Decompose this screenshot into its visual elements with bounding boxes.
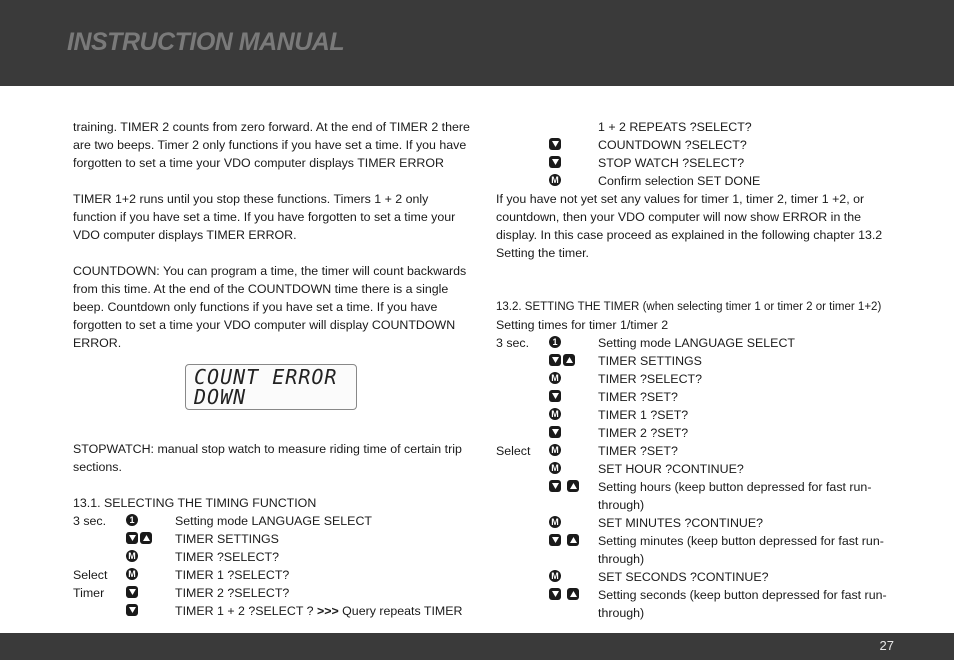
step-button-icons xyxy=(126,550,140,563)
page-footer xyxy=(0,633,954,660)
step-text-main: SET SECONDS ?CONTINUE? xyxy=(598,570,769,584)
step-button-icons xyxy=(549,462,563,475)
mode-button-icon: M xyxy=(549,174,561,186)
repeat-arrows: >>> xyxy=(317,604,339,618)
step-text-main: SET MINUTES ?CONTINUE? xyxy=(598,516,764,530)
step-label: Select xyxy=(496,444,531,458)
step-row xyxy=(496,424,896,442)
section-title-13-2 xyxy=(496,298,896,316)
step-row xyxy=(496,352,896,370)
up-button-icon xyxy=(567,588,579,600)
down-button-icon xyxy=(549,480,561,492)
step-text-main: TIMER ?SET? xyxy=(598,390,678,404)
step-button-icons xyxy=(549,480,581,493)
step-text xyxy=(598,334,896,352)
step-button-icons xyxy=(549,156,563,169)
step-row xyxy=(496,136,896,154)
button-1-icon: 1 xyxy=(126,514,138,526)
mode-button-icon: M xyxy=(126,568,138,580)
step-label: 3 sec. xyxy=(73,514,107,528)
step-text xyxy=(598,172,896,190)
section-title-13-2-main: 13.2. SETTING THE TIMER xyxy=(496,301,640,313)
step-text-main: COUNTDOWN ?SELECT? xyxy=(598,138,747,152)
step-text-main: TIMER ?SET? xyxy=(598,444,678,458)
step-button-icons xyxy=(549,570,563,583)
step-text-main: TIMER 1 ?SET? xyxy=(598,408,689,422)
step-row xyxy=(496,334,896,352)
countdown-paragraph: COUNTDOWN: You can program a time, the timer will count backwards from this time. At the end of the COUNTDOWN time there is a single beep. Countdown only functions if you have set a time. If you have forgotten to set a time your VDO computer will display COUNTDOWN ERROR. xyxy=(73,264,467,350)
step-text xyxy=(175,584,473,602)
timer12-paragraph: TIMER 1+2 runs until you stop these functions. Timers 1 + 2 only function if you have set a time. If you have forgotten to set a time your VDO computer displays TIMER ERROR. xyxy=(73,192,456,242)
down-button-icon xyxy=(549,534,561,546)
step-text-main: TIMER 2 ?SET? xyxy=(598,426,689,440)
right-column xyxy=(496,118,896,622)
lcd-display-illustration xyxy=(185,364,357,410)
step-row xyxy=(496,568,896,586)
step-text-main: TIMER ?SELECT? xyxy=(598,372,702,386)
section-subtitle: Setting times for timer 1/timer 2 xyxy=(496,318,669,332)
step-text-main: Setting mode LANGUAGE SELECT xyxy=(598,336,795,350)
step-text-main: Setting mode LANGUAGE SELECT xyxy=(175,514,372,528)
down-button-icon xyxy=(126,586,138,598)
timer2-paragraph: training. TIMER 2 counts from zero forward. At the end of TIMER 2 there are two beeps. Timer 2 only functions if you have set a time. If you have forgotten to set a time your VDO computer displays TIMER ERROR xyxy=(73,120,470,170)
step-button-icons xyxy=(549,516,563,529)
mode-button-icon: M xyxy=(549,408,561,420)
step-text-main: 1 + 2 REPEATS ?SELECT? xyxy=(598,120,752,134)
step-button-icons xyxy=(549,354,577,367)
step-text xyxy=(598,154,896,172)
step-text-main: TIMER SETTINGS xyxy=(598,354,702,368)
step-button-icons xyxy=(126,586,140,599)
step-button-icons xyxy=(549,408,563,421)
step-label: Select xyxy=(73,568,108,582)
step-text-main: TIMER ?SELECT? xyxy=(175,550,279,564)
step-text xyxy=(598,136,896,154)
step-text-after: Query repeats TIMER xyxy=(342,604,463,618)
down-button-icon xyxy=(549,588,561,600)
step-button-icons xyxy=(126,604,140,617)
step-row xyxy=(496,118,896,136)
step-text xyxy=(598,370,896,388)
step-button-icons xyxy=(126,568,140,581)
down-button-icon xyxy=(549,156,561,168)
step-text-main: TIMER SETTINGS xyxy=(175,532,279,546)
up-button-icon xyxy=(140,532,152,544)
down-button-icon xyxy=(549,390,561,402)
step-button-icons xyxy=(549,588,581,601)
mode-button-icon: M xyxy=(126,550,138,562)
step-text-main: TIMER 1 ?SELECT? xyxy=(175,568,290,582)
step-text xyxy=(598,352,896,370)
step-text xyxy=(598,442,896,460)
step-row xyxy=(496,586,896,622)
step-row xyxy=(496,388,896,406)
down-button-icon xyxy=(549,354,561,366)
stopwatch-paragraph: STOPWATCH: manual stop watch to measure riding time of certain trip sections. xyxy=(73,442,462,474)
down-button-icon xyxy=(549,138,561,150)
mode-button-icon: M xyxy=(549,372,561,384)
step-text xyxy=(598,514,896,532)
page-header xyxy=(0,0,954,86)
manual-title: INSTRUCTION MANUAL xyxy=(67,28,345,56)
step-text xyxy=(598,460,896,478)
button-1-icon: 1 xyxy=(549,336,561,348)
step-row xyxy=(73,548,473,566)
right-steps-top-list xyxy=(496,118,896,190)
step-text xyxy=(598,388,896,406)
step-row xyxy=(496,514,896,532)
step-label: Timer xyxy=(73,586,105,600)
step-label: 3 sec. xyxy=(496,336,530,350)
down-button-icon xyxy=(126,604,138,616)
step-row xyxy=(496,478,896,514)
step-row xyxy=(496,370,896,388)
error-paragraph: If you have not yet set any values for timer 1, timer 2, timer 1 +2, or countdown, then your VDO computer will now show ERROR in the display. In this case proceed as explained in the following chapter 13.2 Setting the timer. xyxy=(496,192,883,260)
page-number: 27 xyxy=(879,638,894,653)
step-text-main: Confirm selection SET DONE xyxy=(598,174,761,188)
step-text-main: SET HOUR ?CONTINUE? xyxy=(598,462,744,476)
right-steps-list xyxy=(496,334,896,622)
step-button-icons xyxy=(549,534,581,547)
step-row xyxy=(496,172,896,190)
step-text-main: Setting minutes (keep button depressed for fast run-through) xyxy=(598,534,884,566)
step-text xyxy=(598,118,896,136)
down-button-icon xyxy=(549,426,561,438)
left-column xyxy=(73,118,473,620)
step-text xyxy=(598,406,896,424)
step-text xyxy=(598,478,896,514)
step-text xyxy=(598,568,896,586)
step-text xyxy=(175,512,473,530)
step-text xyxy=(598,586,896,622)
step-row xyxy=(73,602,473,620)
step-row xyxy=(73,530,473,548)
mode-button-icon: M xyxy=(549,516,561,528)
up-button-icon xyxy=(567,534,579,546)
step-text xyxy=(598,424,896,442)
step-row xyxy=(73,512,473,530)
step-text-main: Setting seconds (keep button depressed for fast run-through) xyxy=(598,588,887,620)
step-button-icons xyxy=(126,514,140,527)
lcd-line-2: DOWN xyxy=(194,385,247,409)
step-text xyxy=(175,602,473,620)
lcd-line-1: COUNT ERROR xyxy=(194,365,338,389)
section-title-13-1: 13.1. SELECTING THE TIMING FUNCTION xyxy=(73,496,317,510)
step-button-icons xyxy=(549,390,563,403)
step-text xyxy=(175,566,473,584)
step-button-icons xyxy=(549,372,563,385)
up-button-icon xyxy=(563,354,575,366)
step-text xyxy=(175,548,473,566)
step-button-icons xyxy=(549,426,563,439)
step-row xyxy=(73,584,473,602)
step-button-icons xyxy=(549,174,563,187)
section-title-13-2-note: (when selecting timer 1 or timer 2 or timer 1+2) xyxy=(642,301,882,313)
step-text-main: Setting hours (keep button depressed for fast run-through) xyxy=(598,480,872,512)
mode-button-icon: M xyxy=(549,462,561,474)
down-button-icon xyxy=(126,532,138,544)
step-row xyxy=(73,566,473,584)
step-button-icons xyxy=(549,138,563,151)
step-row xyxy=(496,442,896,460)
mode-button-icon: M xyxy=(549,444,561,456)
step-text-main: TIMER 2 ?SELECT? xyxy=(175,586,290,600)
mode-button-icon: M xyxy=(549,570,561,582)
step-button-icons xyxy=(126,532,154,545)
step-button-icons xyxy=(549,336,563,349)
step-row xyxy=(496,154,896,172)
step-button-icons xyxy=(549,444,563,457)
step-row xyxy=(496,406,896,424)
left-steps-list xyxy=(73,512,473,620)
step-row xyxy=(496,460,896,478)
step-row xyxy=(496,532,896,568)
step-text xyxy=(175,530,473,548)
step-text-main: TIMER 1 + 2 ?SELECT ? xyxy=(175,604,314,618)
step-text xyxy=(598,532,896,568)
step-text-main: STOP WATCH ?SELECT? xyxy=(598,156,745,170)
up-button-icon xyxy=(567,480,579,492)
